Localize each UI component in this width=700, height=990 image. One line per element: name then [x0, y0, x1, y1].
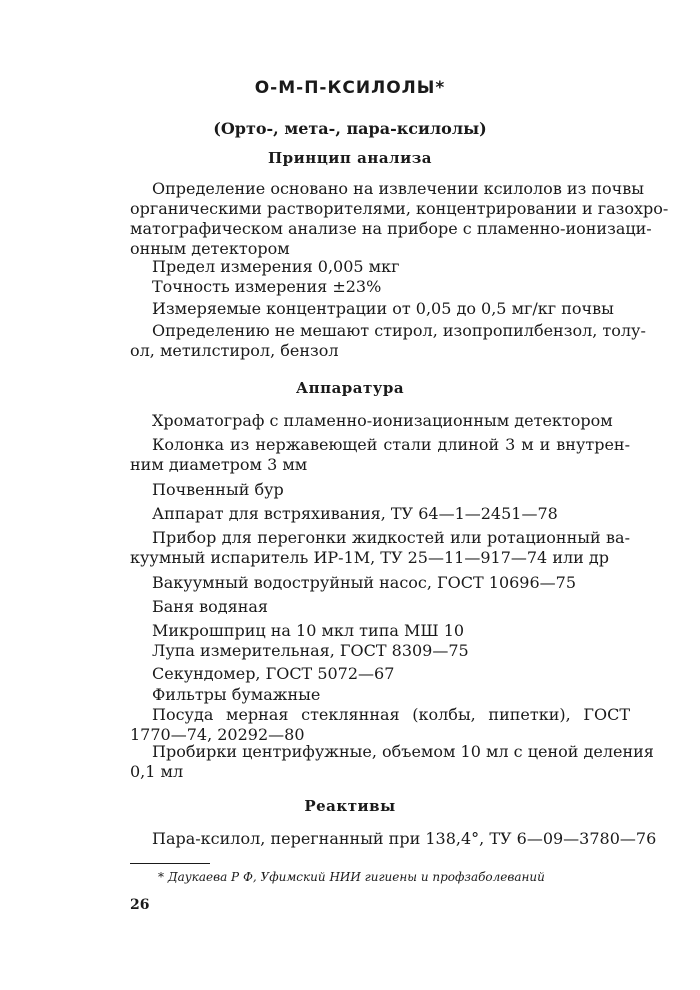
apparatus-item — [130, 685, 630, 705]
apparatus-item — [130, 411, 630, 431]
text-line: ол, метилстирол, бензол — [130, 341, 339, 360]
section-heading-principle: Принцип анализа — [267, 149, 433, 167]
text-line: 1770—74, 20292—80 — [130, 725, 305, 744]
text-line: органическими растворителями, концентрировании и газохро- — [130, 199, 669, 218]
principle-paragraph-1 — [130, 179, 669, 259]
text-line: 0,1 мл — [130, 762, 184, 781]
text-line: Аппарат для встряхивания, ТУ 64—1—2451—78 — [152, 504, 558, 523]
apparatus-item — [130, 705, 630, 745]
apparatus-item — [130, 573, 630, 593]
document-subtitle: (Орто-, мета-, пара-ксилолы) — [213, 119, 487, 138]
section-heading-apparatus: Аппаратура — [295, 379, 405, 397]
text-line: Фильтры бумажные — [152, 685, 321, 704]
section-heading-reagents: Реактивы — [304, 797, 396, 815]
text-line: Секундомер, ГОСТ 5072—67 — [152, 664, 395, 683]
text-line: Предел измерения 0,005 мкг — [152, 257, 400, 276]
text-line: Посуда мерная стеклянная (колбы, пипетки), ГОСТ — [152, 705, 630, 724]
apparatus-item — [130, 480, 630, 500]
text-line: Хроматограф с пламенно-ионизационным детектором — [152, 411, 613, 430]
text-line: Определение основано на извлечении ксилолов из почвы — [152, 179, 644, 198]
text-line: Почвенный бур — [152, 480, 284, 499]
text-line: матографическом анализе на приборе с пламенно-ионизаци- — [130, 219, 652, 238]
apparatus-item — [130, 504, 630, 524]
principle-limit — [130, 257, 630, 297]
text-line: онным детектором — [130, 239, 290, 258]
text-line: Колонка из нержавеющей стали длиной 3 м и внутрен- — [152, 435, 630, 454]
reagent-item — [130, 829, 657, 849]
text-line: Прибор для перегонки жидкостей или ротационный ва- — [152, 528, 630, 547]
text-line: ним диаметром 3 мм — [130, 455, 308, 474]
apparatus-item — [130, 621, 630, 661]
text-line: Измеряемые концентрации от 0,05 до 0,5 мг/кг почвы — [152, 299, 614, 318]
apparatus-item — [130, 528, 630, 568]
text-line: Баня водяная — [152, 597, 269, 616]
principle-interference — [130, 321, 646, 361]
text-line: Пробирки центрифужные, объемом 10 мл с ценой деления — [152, 742, 654, 761]
footnote: * Даукаева Р Ф, Уфимский НИИ гигиены и профзаболеваний — [158, 870, 545, 884]
text-line: Микрошприц на 10 мкл типа МШ 10 — [152, 621, 465, 640]
text-line: Лупа измерительная, ГОСТ 8309—75 — [152, 641, 469, 660]
apparatus-item — [130, 664, 630, 684]
text-line: куумный испаритель ИР-1М, ТУ 25—11—917—74 или др — [130, 548, 609, 567]
text-line: Вакуумный водоструйный насос, ГОСТ 10696—75 — [152, 573, 577, 592]
document-title: О-М-П-КСИЛОЛЫ* — [254, 78, 446, 98]
apparatus-item — [130, 435, 630, 475]
apparatus-item — [130, 742, 654, 782]
text-line: Определению не мешают стирол, изопропилбензол, толу- — [152, 321, 646, 340]
principle-concentrations — [130, 299, 630, 319]
footnote-rule — [130, 863, 210, 864]
page-number: 26 — [130, 897, 150, 913]
apparatus-item — [130, 597, 630, 617]
text-line: Точность измерения ±23% — [152, 277, 382, 296]
text-line: Пара-ксилол, перегнанный при 138,4°, ТУ 6—09—3780—76 — [152, 829, 657, 848]
